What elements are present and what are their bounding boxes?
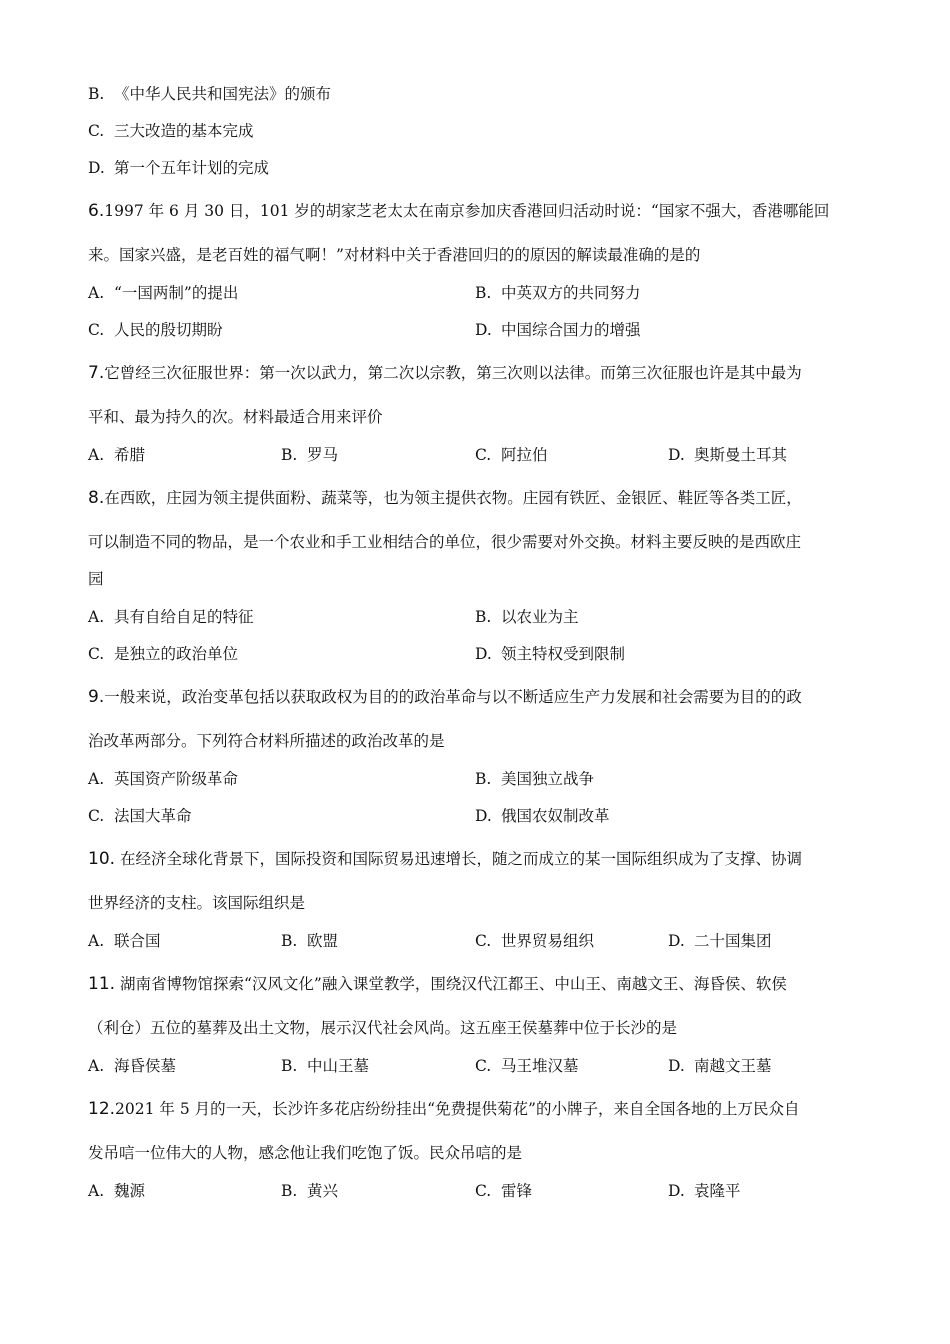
question-8-line-1 <box>88 486 802 508</box>
question-10-line-1 <box>88 847 802 869</box>
question-number: 12. <box>88 1099 116 1119</box>
option-text: 中国综合国力的增强 <box>501 321 641 339</box>
option-letter: D. <box>475 645 492 663</box>
option-letter: C. <box>88 321 105 339</box>
option-10a <box>88 929 161 951</box>
option-letter: C. <box>475 1057 492 1075</box>
option-letter: D. <box>668 1182 685 1200</box>
option-10c <box>475 929 594 951</box>
question-text: 2021 年 5 月的一天，长沙许多花店纷纷挂出“免费提供菊花”的小牌子，来自全国各地的上万民众自 <box>115 1100 800 1118</box>
option-letter: D. <box>668 1057 685 1075</box>
question-text: 1997 年 6 月 30 日，101 岁的胡家芝老太太在南京参加庆香港回归活动时说：“国家不强大，香港哪能回 <box>104 202 830 220</box>
option-letter: C. <box>88 645 105 663</box>
option-6b <box>475 281 641 303</box>
option-letter: C. <box>88 807 105 825</box>
option-7b <box>281 443 338 465</box>
option-letter: A. <box>88 284 105 302</box>
option-8d <box>475 642 625 664</box>
option-text: 马王堆汉墓 <box>501 1057 579 1075</box>
option-text: 第一个五年计划的完成 <box>114 159 270 177</box>
question-number: 6. <box>88 201 105 221</box>
question-11-line-2: （利仓）五位的墓葬及出土文物，展示汉代社会风尚。这五座王侯墓葬中位于长沙的是 <box>88 1019 678 1037</box>
option-letter: B. <box>88 85 105 103</box>
option-letter: D. <box>475 807 492 825</box>
option-text: 以农业为主 <box>501 608 579 626</box>
option-12b <box>281 1179 338 1201</box>
option-text: 希腊 <box>114 446 146 464</box>
question-8-line-2: 可以制造不同的物品，是一个农业和手工业相结合的单位，很少需要对外交换。材料主要反映的是西欧庄 <box>88 533 802 551</box>
option-text: “一国两制”的提出 <box>114 284 239 302</box>
option-12c <box>475 1179 532 1201</box>
option-text: 奥斯曼土耳其 <box>694 446 788 464</box>
option-text: 世界贸易组织 <box>501 932 595 950</box>
option-12d <box>668 1179 741 1201</box>
question-text: 在西欧，庄园为领主提供面粉、蔬菜等，也为领主提供衣物。庄园有铁匠、金银匠、鞋匠等各类工匠， <box>104 489 802 507</box>
option-letter: D. <box>668 446 685 464</box>
option-letter: B. <box>281 932 298 950</box>
option-letter: B. <box>281 1182 298 1200</box>
question-7-line-1 <box>88 361 802 383</box>
option-text: 人民的殷切期盼 <box>114 321 223 339</box>
option-prev-d <box>88 156 269 178</box>
option-text: 阿拉伯 <box>501 446 548 464</box>
option-letter: D. <box>88 159 105 177</box>
question-text: 在经济全球化背景下，国际投资和国际贸易迅速增长，随之而成立的某一国际组织成为了支撑、协调 <box>119 850 802 868</box>
option-text: 法国大革命 <box>114 807 192 825</box>
option-letter: A. <box>88 608 105 626</box>
question-text: 湖南省博物馆探索“汉风文化”融入课堂教学，围绕汉代江都王、中山王、南越文王、海昏侯、软侯 <box>119 975 787 993</box>
option-text: 中英双方的共同努力 <box>501 284 641 302</box>
option-text: 领主特权受到限制 <box>501 645 626 663</box>
option-9b <box>475 767 594 789</box>
option-12a <box>88 1179 145 1201</box>
option-prev-c <box>88 119 254 141</box>
option-prev-b <box>88 82 331 104</box>
option-letter: C. <box>475 1182 492 1200</box>
question-number: 11. <box>88 974 116 994</box>
option-letter: D. <box>475 321 492 339</box>
option-letter: A. <box>88 932 105 950</box>
question-12-line-1 <box>88 1097 800 1119</box>
option-7d <box>668 443 787 465</box>
option-11d <box>668 1054 772 1076</box>
option-text: 三大改造的基本完成 <box>114 122 254 140</box>
question-10-line-2: 世界经济的支柱。该国际组织是 <box>88 894 306 912</box>
question-text: 一般来说，政治变革包括以获取政权为目的的政治革命与以不断适应生产力发展和社会需要为目的的政 <box>104 688 802 706</box>
question-number: 9. <box>88 687 105 707</box>
option-7c <box>475 443 548 465</box>
option-text: 二十国集团 <box>694 932 772 950</box>
option-letter: B. <box>475 770 492 788</box>
question-number: 8. <box>88 488 105 508</box>
option-letter: C. <box>88 122 105 140</box>
option-letter: B. <box>281 1057 298 1075</box>
question-number: 7. <box>88 363 105 383</box>
question-9-line-2: 治改革两部分。下列符合材料所描述的政治改革的是 <box>88 732 445 750</box>
option-letter: A. <box>88 1182 105 1200</box>
option-text: 中山王墓 <box>307 1057 370 1075</box>
option-letter: D. <box>668 932 685 950</box>
option-text: 雷锋 <box>501 1182 533 1200</box>
option-10d <box>668 929 772 951</box>
option-text: 黄兴 <box>307 1182 339 1200</box>
option-text: 《中华人民共和国宪法》的颁布 <box>114 85 332 103</box>
option-11a <box>88 1054 176 1076</box>
option-text: 罗马 <box>307 446 339 464</box>
option-text: 具有自给自足的特征 <box>114 608 254 626</box>
option-letter: B. <box>281 446 298 464</box>
question-6-line-2: 来。国家兴盛，是老百姓的福气啊！”对材料中关于香港回归的的原因的解读最准确的是的 <box>88 246 701 264</box>
option-8c <box>88 642 238 664</box>
option-11b <box>281 1054 369 1076</box>
question-7-line-2: 平和、最为持久的次。材料最适合用来评价 <box>88 408 383 426</box>
option-letter: A. <box>88 446 105 464</box>
option-9d <box>475 804 610 826</box>
option-text: 美国独立战争 <box>501 770 595 788</box>
option-text: 南越文王墓 <box>694 1057 772 1075</box>
option-text: 袁隆平 <box>694 1182 741 1200</box>
option-9a <box>88 767 238 789</box>
question-text: 它曾经三次征服世界：第一次以武力，第二次以宗教，第三次则以法律。而第三次征服也许是其中最为 <box>104 364 802 382</box>
option-6d <box>475 318 641 340</box>
option-7a <box>88 443 145 465</box>
option-11c <box>475 1054 579 1076</box>
option-letter: B. <box>475 284 492 302</box>
option-text: 英国资产阶级革命 <box>114 770 239 788</box>
option-letter: A. <box>88 1057 105 1075</box>
option-8b <box>475 605 579 627</box>
question-12-line-2: 发吊唁一位伟大的人物，感念他让我们吃饱了饭。民众吊唁的是 <box>88 1144 523 1162</box>
option-10b <box>281 929 338 951</box>
option-text: 联合国 <box>114 932 161 950</box>
option-6c <box>88 318 223 340</box>
option-letter: A. <box>88 770 105 788</box>
option-8a <box>88 605 254 627</box>
option-text: 俄国农奴制改革 <box>501 807 610 825</box>
option-text: 欧盟 <box>307 932 339 950</box>
option-letter: C. <box>475 446 492 464</box>
question-8-line-3: 园 <box>88 570 104 588</box>
question-9-line-1 <box>88 685 802 707</box>
question-11-line-1 <box>88 972 787 994</box>
option-text: 魏源 <box>114 1182 146 1200</box>
option-text: 是独立的政治单位 <box>114 645 239 663</box>
question-6-line-1 <box>88 199 829 221</box>
question-number: 10. <box>88 849 116 869</box>
option-letter: C. <box>475 932 492 950</box>
option-9c <box>88 804 192 826</box>
option-text: 海昏侯墓 <box>114 1057 177 1075</box>
option-6a <box>88 281 238 303</box>
option-letter: B. <box>475 608 492 626</box>
